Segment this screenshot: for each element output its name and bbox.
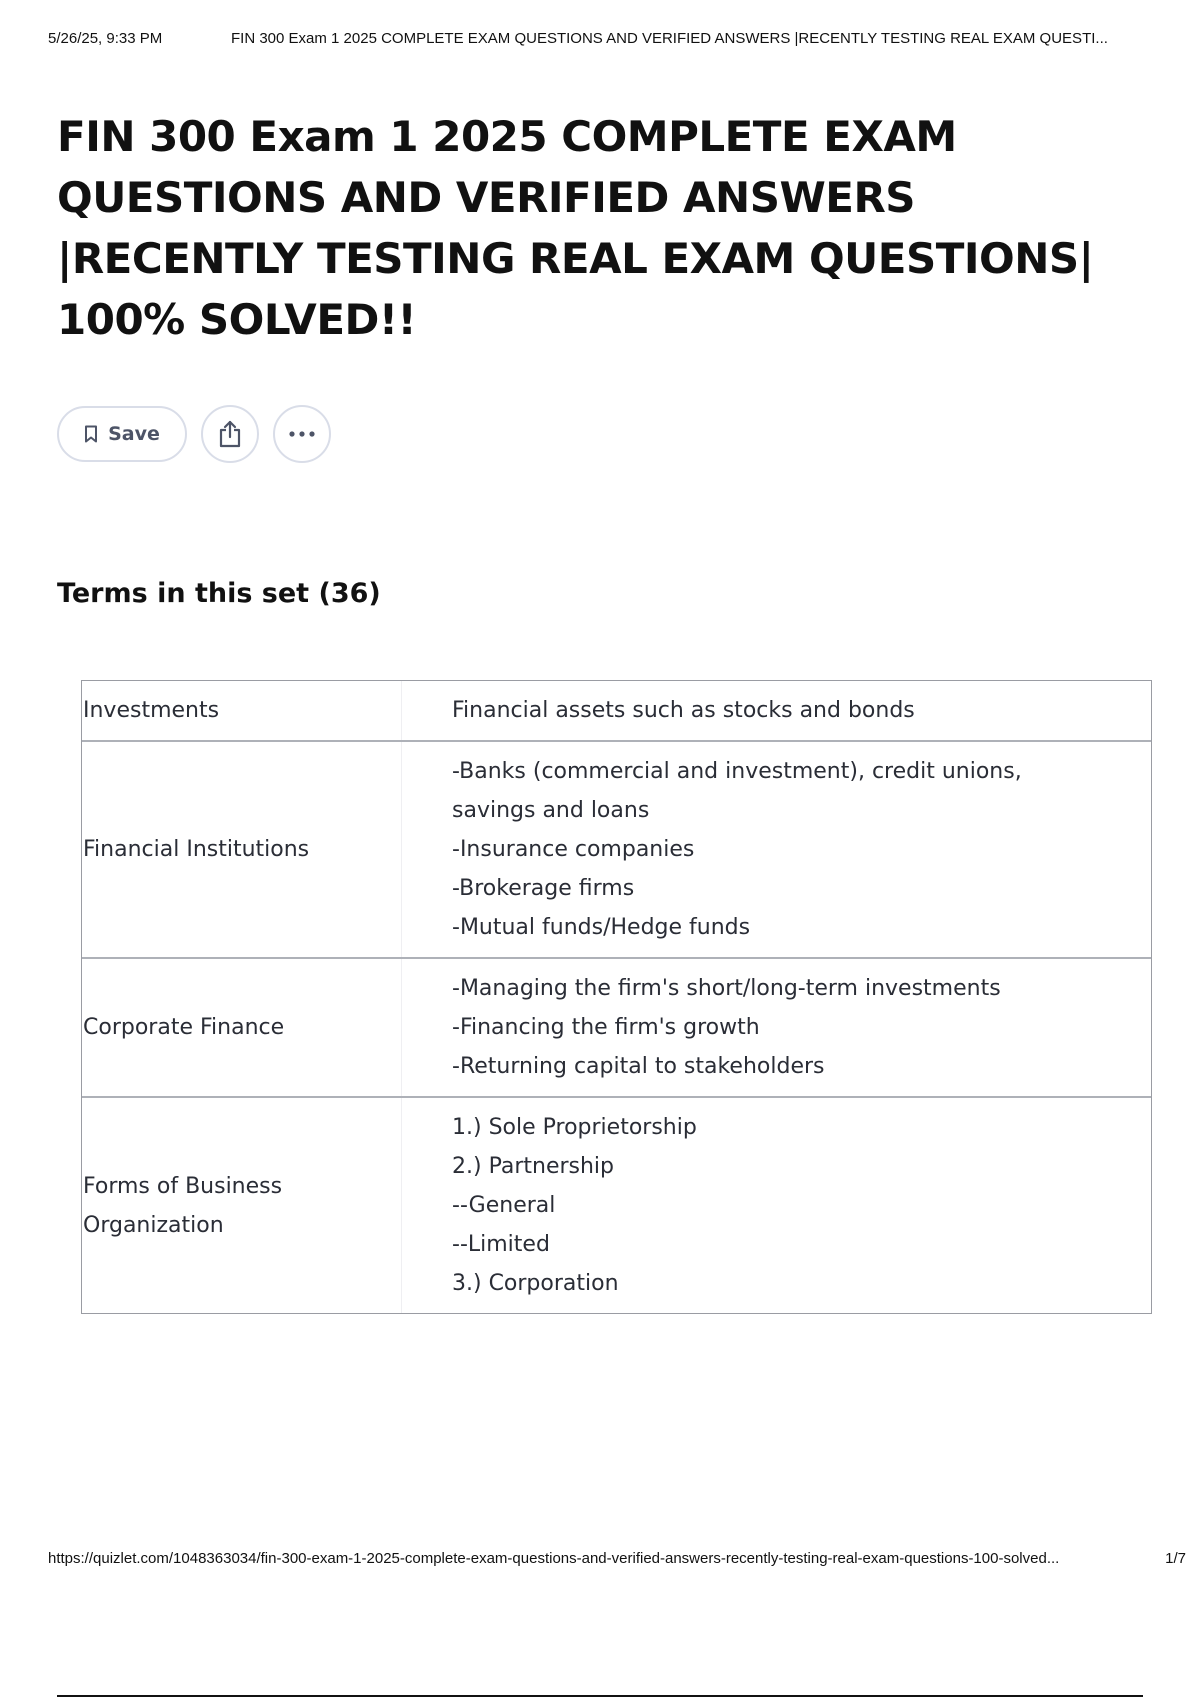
- definition-line: 1.) Sole Proprietorship: [452, 1115, 697, 1140]
- print-page-title: FIN 300 Exam 1 2025 COMPLETE EXAM QUESTIONS AND VERIFIED ANSWERS |RECENTLY TESTING REAL EXAM QUESTI...: [231, 30, 1108, 47]
- definition-line: --General: [452, 1193, 556, 1218]
- bookmark-icon: [84, 425, 98, 443]
- definition-line: --Limited: [452, 1232, 550, 1257]
- term-text: Corporate Finance: [82, 959, 402, 1096]
- terms-heading: Terms in this set (36): [57, 578, 381, 609]
- action-bar: [57, 404, 331, 464]
- save-button-label: Save: [108, 423, 160, 445]
- definition-line: -Banks (commercial and investment), credit unions,: [452, 759, 1022, 784]
- set-title: FIN 300 Exam 1 2025 COMPLETE EXAM QUESTIONS AND VERIFIED ANSWERS |RECENTLY TESTING REAL EXAM QUESTIONS| 100% SOLVED!!: [57, 112, 1094, 344]
- term-text: Investments: [82, 681, 402, 740]
- more-horizontal-icon: [288, 430, 316, 438]
- term-row: [82, 959, 1151, 1098]
- definition-text: [402, 1098, 1151, 1313]
- definition-line: -Mutual funds/Hedge funds: [452, 915, 751, 940]
- definition-line: Financial assets such as stocks and bonds: [452, 698, 915, 723]
- definition-text: [402, 681, 1151, 740]
- definition-line: savings and loans: [452, 798, 650, 823]
- save-button[interactable]: [57, 406, 187, 462]
- definition-line: -Returning capital to stakeholders: [452, 1054, 825, 1079]
- definition-line: -Brokerage firms: [452, 876, 635, 901]
- definition-line: 2.) Partnership: [452, 1154, 615, 1179]
- more-options-button[interactable]: [273, 405, 331, 463]
- terms-table: [81, 680, 1152, 1314]
- term-text: Financial Institutions: [82, 742, 402, 957]
- definition-text: [402, 959, 1151, 1096]
- term-row: [82, 681, 1151, 742]
- definition-line: -Financing the firm's growth: [452, 1015, 760, 1040]
- definition-line: -Managing the firm's short/long-term investments: [452, 976, 1001, 1001]
- share-icon: [218, 420, 242, 448]
- share-button[interactable]: [201, 405, 259, 463]
- term-text: Forms of Business Organization: [82, 1098, 402, 1313]
- definition-line: -Insurance companies: [452, 837, 695, 862]
- definition-line: 3.) Corporation: [452, 1271, 619, 1296]
- print-datetime: 5/26/25, 9:33 PM: [48, 30, 163, 47]
- divider: [57, 1695, 1143, 1697]
- page-number: 1/7: [1165, 1550, 1186, 1567]
- definition-text: [402, 742, 1151, 957]
- print-url: https://quizlet.com/1048363034/fin-300-exam-1-2025-complete-exam-questions-and-verified-answers-recently-testing-real-exam-questions-100-solved...: [48, 1550, 1060, 1567]
- term-row: [82, 742, 1151, 959]
- term-row: [82, 1098, 1151, 1313]
